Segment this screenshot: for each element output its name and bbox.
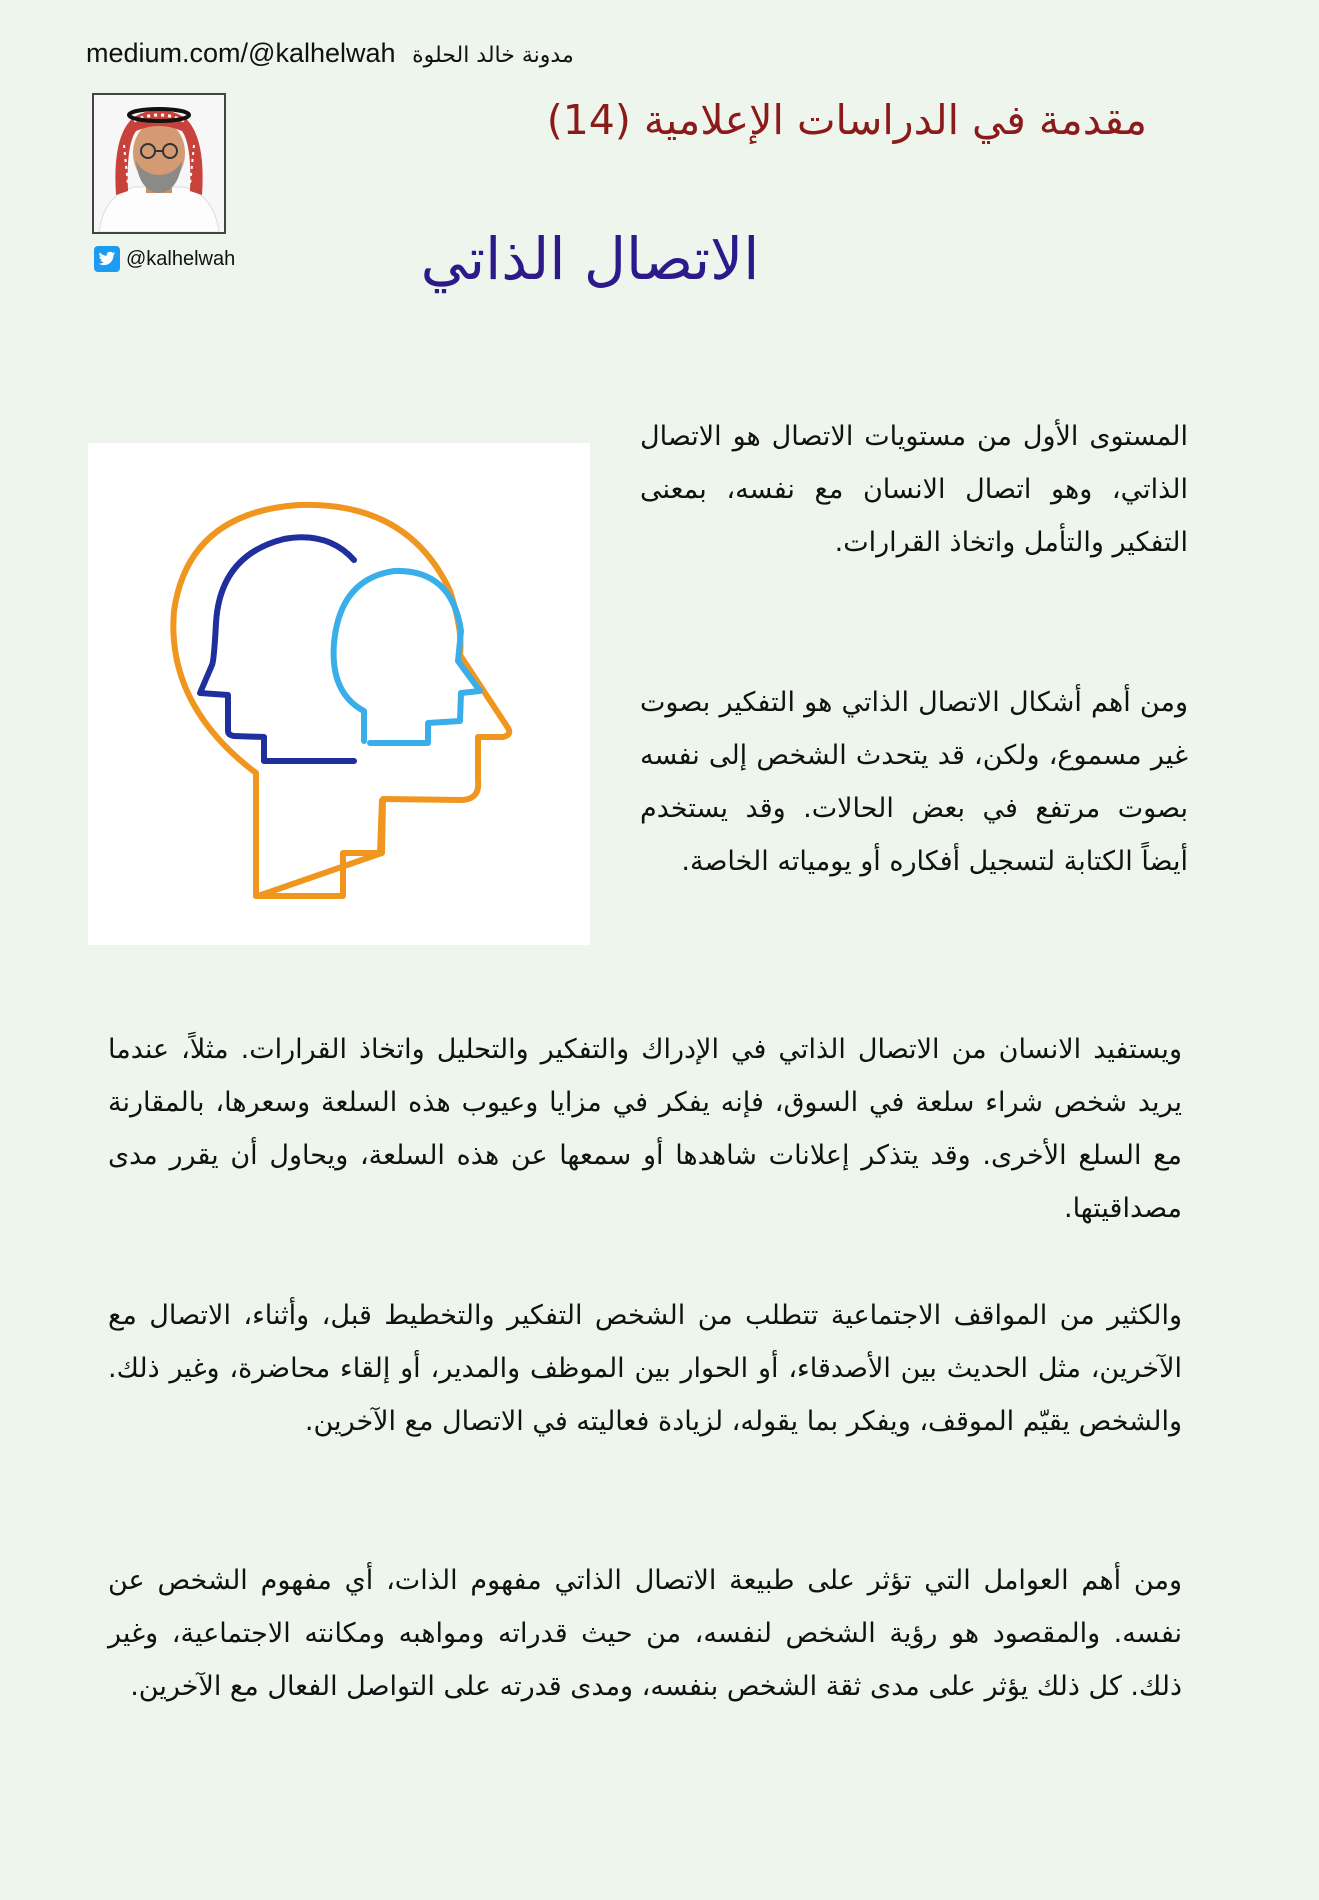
paragraph-5: ومن أهم العوامل التي تؤثر على طبيعة الاتصال الذاتي مفهوم الذات، أي مفهوم الشخص عن نفسه. والمقصود هو رؤية الشخص لنفسه، من حيث قدراته ومواهبه ومكانته الاجتماعية، وغير ذلك. كل ذلك يؤثر على مدى ثقة الشخص بنفسه، ومدى قدرته على التواصل الفعال مع الآخرين. bbox=[108, 1565, 1182, 1702]
author-photo bbox=[94, 95, 224, 232]
twitter-handle: @kalhelwah bbox=[126, 247, 236, 270]
illustration bbox=[88, 443, 590, 945]
blog-name: مدونة خالد الحلوة bbox=[412, 43, 574, 68]
paragraph-2: ومن أهم أشكال الاتصال الذاتي هو التفكير بصوت غير مسموع، ولكن، قد يتحدث الشخص إلى نفسه بصوت مرتفع في بعض الحالات. وقد يستخدم أيضاً الكتابة لتسجيل أفكاره أو يومياته الخاصة. bbox=[640, 687, 1188, 877]
main-title: الاتصال الذاتي bbox=[420, 225, 760, 293]
series-title: مقدمة في الدراسات الإعلامية (14) bbox=[546, 96, 1147, 144]
blog-url[interactable]: medium.com/@kalhelwah bbox=[86, 38, 396, 68]
twitter-handle-row[interactable] bbox=[94, 246, 235, 272]
head-with-two-heads-icon bbox=[88, 443, 590, 945]
paragraph-4: والكثير من المواقف الاجتماعية تتطلب من الشخص التفكير والتخطيط قبل، وأثناء، الاتصال مع الآخرين، مثل الحديث بين الأصدقاء، أو الحوار بين الموظف والمدير، أو إلقاء محاضرة، وغير ذلك. والشخص يقيّم الموقف، ويفكر بما يقوله، لزيادة فعاليته في الاتصال مع الآخرين. bbox=[108, 1300, 1182, 1437]
paragraph-3: ويستفيد الانسان من الاتصال الذاتي في الإدراك والتفكير والتحليل واتخاذ القرارات. مثلاً، عندما يريد شخص شراء سلعة في السوق، فإنه يفكر في مزايا وعيوب هذه السلعة وسعرها، بالمقارنة مع السلع الأخرى. وقد يتذكر إعلانات شاهدها أو سمعها عن هذه السلعة، ويحاول أن يقرر مدى مصداقيتها. bbox=[108, 1034, 1182, 1224]
paragraph-1: المستوى الأول من مستويات الاتصال هو الاتصال الذاتي، وهو اتصال الانسان مع نفسه، بمعنى التفكير والتأمل واتخاذ القرارات. bbox=[640, 421, 1188, 558]
twitter-bird-icon bbox=[94, 246, 120, 272]
header-line bbox=[86, 38, 574, 69]
avatar bbox=[92, 93, 226, 234]
